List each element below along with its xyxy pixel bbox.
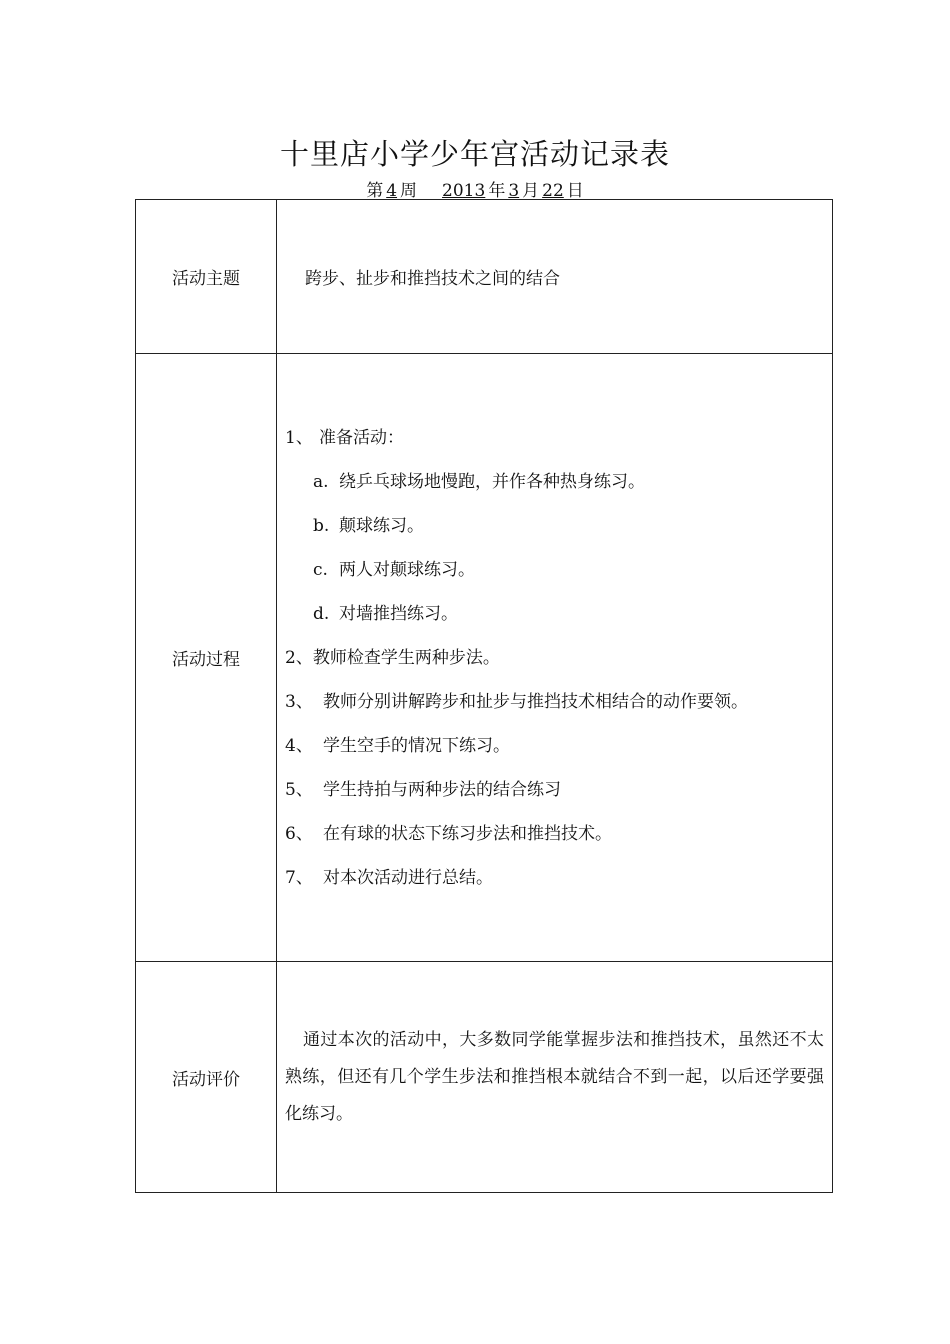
list-text: 在有球的状态下练习步法和推挡技术。	[323, 823, 612, 844]
month-suffix: 月	[522, 181, 540, 201]
list-item	[285, 560, 824, 580]
theme-row	[136, 200, 833, 354]
list-text: 准备活动：	[319, 427, 404, 448]
list-marker: 4、	[285, 735, 313, 756]
process-list	[285, 428, 824, 888]
list-text: 教师检查学生两种步法。	[312, 647, 500, 668]
theme-label: 活动主题	[136, 200, 277, 354]
list-marker: b.	[313, 515, 330, 536]
week-prefix: 第	[366, 181, 384, 201]
list-item	[285, 472, 824, 492]
list-item	[285, 868, 824, 888]
list-text: 两人对颠球练习。	[339, 559, 475, 580]
list-text: 对墙推挡练习。	[339, 603, 458, 624]
evaluation-text: 通过本次的活动中，大多数同学能掌握步法和推挡技术，虽然还不太熟练，但还有几个学生步法和推挡根本就结合不到一起，以后还学要强化练习。	[285, 1029, 824, 1124]
year-value: 2013	[442, 181, 486, 201]
list-text: 学生空手的情况下练习。	[323, 735, 510, 756]
month-value: 3	[508, 181, 520, 201]
list-marker: 6、	[285, 823, 313, 844]
list-marker: 7、	[285, 867, 313, 888]
activity-record-table	[135, 199, 833, 1193]
process-label: 活动过程	[136, 354, 277, 962]
list-marker: a.	[313, 471, 329, 492]
list-marker: 2、	[285, 647, 313, 668]
day-suffix: 日	[566, 181, 584, 201]
year-suffix: 年	[488, 181, 506, 201]
evaluation-cell	[277, 962, 833, 1193]
list-text: 绕乒乓球场地慢跑，并作各种热身练习。	[339, 471, 645, 492]
list-item	[285, 428, 824, 448]
list-text: 教师分别讲解跨步和扯步与推挡技术相结合的动作要领。	[323, 691, 748, 712]
list-item	[285, 780, 824, 800]
process-cell	[277, 354, 833, 962]
list-item	[285, 516, 824, 536]
list-marker: 3、	[285, 691, 313, 712]
list-item	[285, 824, 824, 844]
list-marker: c.	[313, 559, 328, 580]
theme-cell	[277, 200, 833, 354]
list-item	[285, 604, 824, 624]
evaluation-row	[136, 962, 833, 1193]
list-text: 对本次活动进行总结。	[323, 867, 493, 888]
list-item	[285, 736, 824, 756]
list-item	[285, 692, 824, 712]
list-marker: 1、	[285, 427, 313, 448]
day-value: 22	[542, 181, 564, 201]
evaluation-label: 活动评价	[136, 962, 277, 1193]
week-number: 4	[386, 181, 398, 201]
list-item	[285, 648, 824, 668]
list-marker: 5、	[285, 779, 313, 800]
week-suffix: 周	[400, 181, 418, 201]
list-text: 颠球练习。	[339, 515, 424, 536]
theme-text: 跨步、扯步和推挡技术之间的结合	[305, 269, 560, 289]
list-marker: d.	[313, 603, 330, 624]
page-title: 十里店小学少年宫活动记录表	[279, 137, 670, 171]
date-line	[0, 176, 950, 201]
process-row	[136, 354, 833, 962]
list-text: 学生持拍与两种步法的结合练习	[323, 779, 561, 800]
